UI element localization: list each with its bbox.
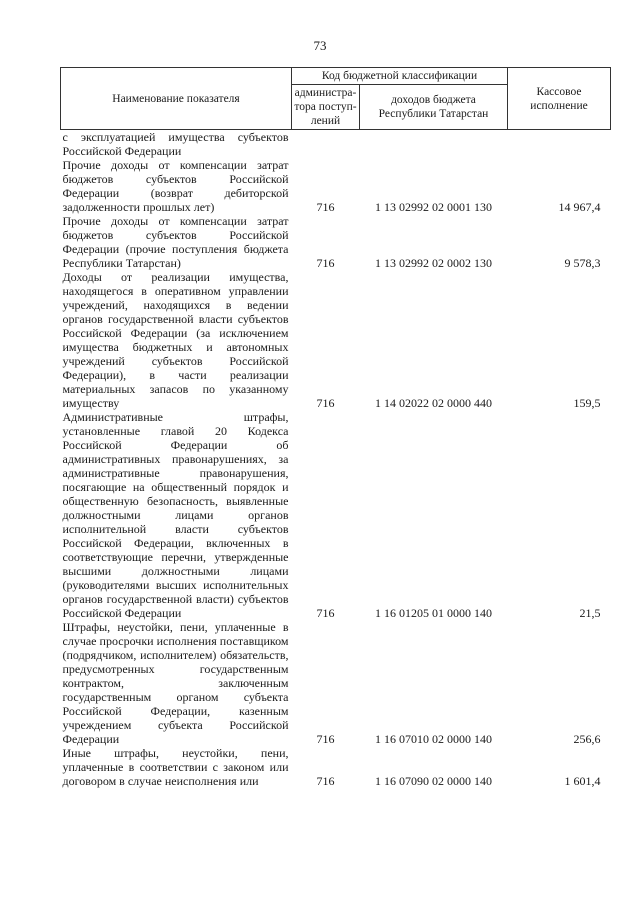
row-admin-code: 716 xyxy=(316,774,335,788)
table-row xyxy=(61,158,611,214)
row-admin-code: 716 xyxy=(316,256,335,270)
row-amount: 14 967,4 xyxy=(558,200,601,214)
page-number: 73 xyxy=(313,38,327,53)
row-admin-code: 716 xyxy=(316,396,335,410)
row-amount xyxy=(508,130,611,159)
table-row xyxy=(61,410,611,620)
budget-table xyxy=(60,67,611,788)
row-amount: 256,6 xyxy=(573,732,601,746)
row-amount: 159,5 xyxy=(573,396,601,410)
row-budget-code: 1 13 02992 02 0002 130 xyxy=(375,256,492,270)
table-row xyxy=(61,214,611,270)
row-admin-code: 716 xyxy=(316,606,335,620)
row-name: Прочие доходы от компенсации затрат бюджетов субъектов Российской Федерации (возврат дебиторской задолженности прошлых лет) xyxy=(62,158,289,214)
table-row xyxy=(61,130,611,159)
row-budget-code: 1 16 07010 02 0000 140 xyxy=(375,732,492,746)
row-budget-code: 1 14 02022 02 0000 440 xyxy=(375,396,492,410)
row-admin-code: 716 xyxy=(316,200,335,214)
row-name: Доходы от реализации имущества, находящегося в оперативном управлении учреждений, находящихся в ведении органов государственной власти субъектов Российской Федерации (за исключением имущества бюджетных и автономных учреждений субъектов Российской Федерации), в части реализации материальных запасов по указанному имуществу xyxy=(62,270,289,410)
row-name: Прочие доходы от компенсации затрат бюджетов субъектов Российской Федерации (прочие поступления бюджета Республики Татарстан) xyxy=(62,214,289,270)
table-row xyxy=(61,270,611,410)
table-row xyxy=(61,620,611,746)
row-budget-code xyxy=(360,130,508,159)
row-budget-code: 1 13 02992 02 0001 130 xyxy=(375,200,492,214)
row-budget-code: 1 16 01205 01 0000 140 xyxy=(375,606,492,620)
header-name-col: Наименование показателя xyxy=(61,68,292,130)
table-row xyxy=(61,746,611,788)
header-admin-col: администра-тора поступ-лений xyxy=(292,85,360,130)
row-name: Административные штрафы, установленные главой 20 Кодекса Российской Федерации об административных правонарушениях, за административные правонарушения, посягающие на общественный порядок и общественную безопасность, выявленные должностными лицами органов исполнительной власти субъектов Российской Федерации, включенных в соответствующие перечни, утвержденные высшими должностными лицами (руководителями высших исполнительных органов государственной власти) субъектов Российской Федерации xyxy=(62,410,289,620)
header-budget-col: доходов бюджета Республики Татарстан xyxy=(360,85,508,130)
row-amount: 9 578,3 xyxy=(564,256,601,270)
row-budget-code: 1 16 07090 02 0000 140 xyxy=(375,774,492,788)
row-name: Штрафы, неустойки, пени, уплаченные в случае просрочки исполнения поставщиком (подрядчиком, исполнителем) обязательств, предусмотренных государственным контрактом, заключенным государственным органом субъекта Российской Федерации, казенным учреждением субъекта Российской Федерации xyxy=(62,620,289,746)
row-amount: 1 601,4 xyxy=(564,774,601,788)
row-amount: 21,5 xyxy=(579,606,601,620)
row-admin-code: 716 xyxy=(316,732,335,746)
row-name: Иные штрафы, неустойки, пени, уплаченные в соответствии с законом или договором в случае неисполнения или xyxy=(62,746,289,788)
row-name: с эксплуатацией имущества субъектов Российской Федерации xyxy=(62,130,289,158)
header-code-group: Код бюджетной классификации xyxy=(292,68,508,85)
header-exec-col: Кассовое исполнение xyxy=(508,68,611,130)
table-body xyxy=(61,130,611,789)
row-admin-code xyxy=(292,130,360,159)
table-header xyxy=(61,68,611,130)
